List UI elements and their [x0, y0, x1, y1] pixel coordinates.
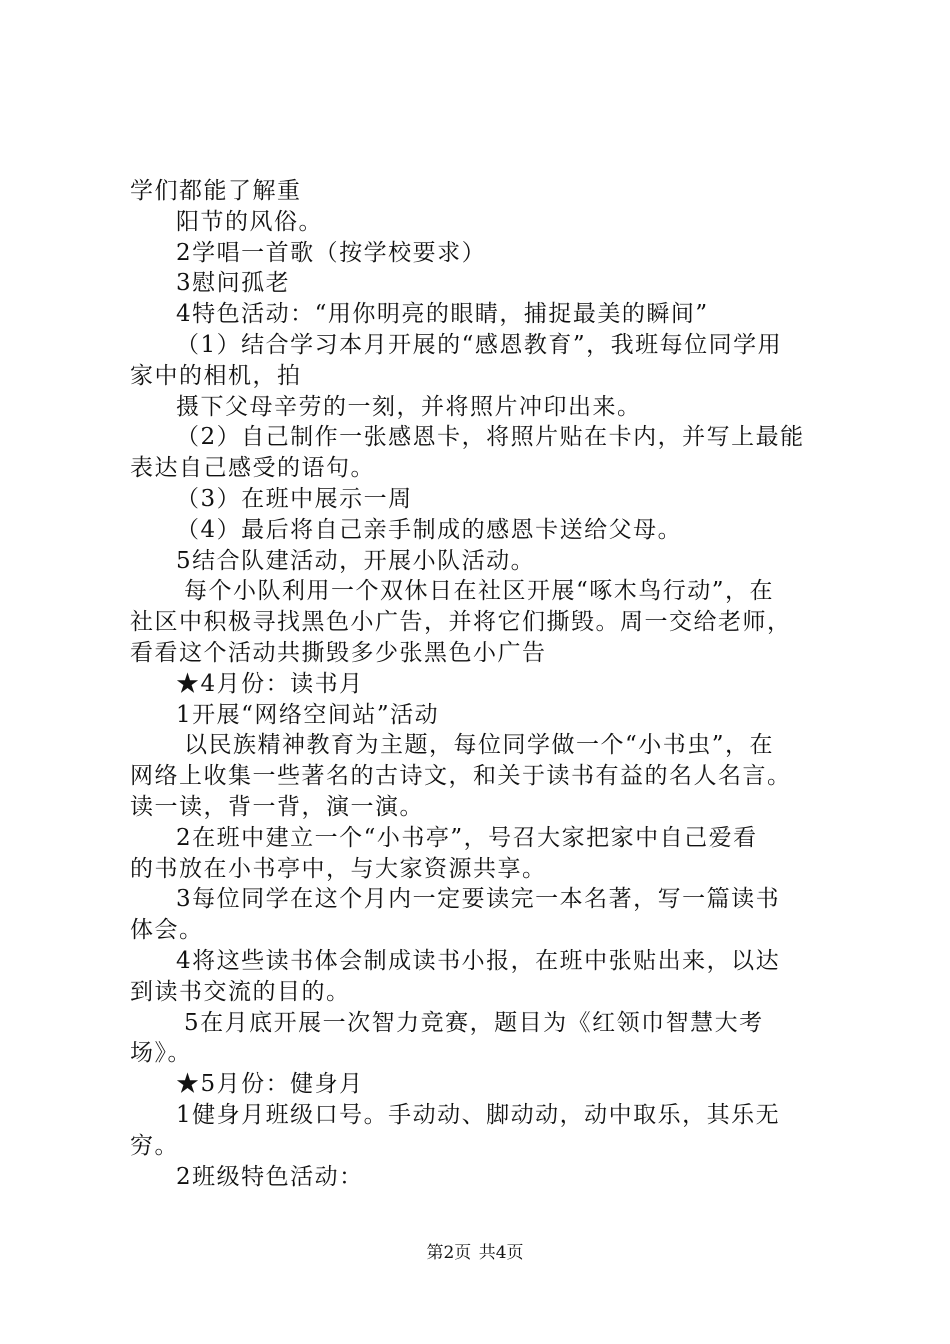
text-line: （4）最后将自己亲手制成的感恩卡送给父母。 — [176, 516, 683, 543]
document-body — [130, 176, 830, 1192]
text-line: 1健身月班级口号。手动动、脚动动，动中取乐，其乐无 — [176, 1101, 781, 1128]
text-line: 每个小队利用一个双休日在社区开展“啄木鸟行动”，在 — [184, 578, 775, 605]
page-total: 共4页 — [478, 1243, 524, 1263]
text-line: 的书放在小书亭中，与大家资源共享。 — [130, 855, 547, 882]
text-line: 3每位同学在这个月内一定要读完一本名著，写一篇读书 — [176, 886, 781, 913]
text-line: 2班级特色活动： — [176, 1163, 364, 1190]
text-line: 4将这些读书体会制成读书小报，在班中张贴出来，以达 — [176, 947, 781, 974]
text-line: （3）在班中展示一周 — [176, 485, 413, 512]
text-line: 表达自己感受的语句。 — [130, 455, 375, 482]
text-line: 4特色活动：“用你明亮的眼睛，捕捉最美的瞬间” — [176, 301, 709, 328]
text-line: 读一读，背一背，演一演。 — [130, 793, 424, 820]
text-line: （2）自己制作一张感恩卡，将照片贴在卡内，并写上最能 — [176, 424, 805, 451]
text-line: （1）结合学习本月开展的“感恩教育”，我班每位同学用 — [176, 331, 783, 358]
section-heading: ★5月份：健身月 — [176, 1071, 364, 1098]
text-line: 1开展“网络空间站”活动 — [176, 701, 440, 728]
page-number: 第2页 — [426, 1243, 472, 1263]
text-line: 穷。 — [130, 1132, 179, 1159]
page-footer — [0, 1241, 950, 1265]
text-line: 2在班中建立一个“小书亭”，号召大家把家中自己爱看 — [176, 824, 758, 851]
text-line: 学们都能了解重 — [130, 178, 302, 204]
text-line: 家中的相机，拍 — [130, 362, 302, 389]
text-line: 社区中积极寻找黑色小广告，并将它们撕毁。周一交给老师， — [130, 609, 792, 636]
text-line: 看看这个活动共撕毁多少张黑色小广告 — [130, 639, 547, 666]
text-line: 3慰问孤老 — [176, 270, 291, 297]
text-line: 场》。 — [130, 1040, 192, 1067]
text-line: 网络上收集一些著名的古诗文，和关于读书有益的名人名言。 — [130, 763, 792, 790]
text-line: 2学唱一首歌（按学校要求） — [176, 239, 487, 266]
text-line: 以民族精神教育为主题，每位同学做一个“小书虫”，在 — [184, 732, 775, 759]
text-line: 5在月底开展一次智力竞赛，题目为《红领巾智慧大考 — [184, 1009, 764, 1036]
text-line: 5结合队建活动，开展小队活动。 — [176, 547, 536, 574]
text-line: 阳节的风俗。 — [176, 208, 323, 235]
text-line: 体会。 — [130, 917, 204, 944]
text-line: 摄下父母辛劳的一刻，并将照片冲印出来。 — [176, 393, 642, 420]
section-heading: ★4月份：读书月 — [176, 670, 364, 697]
text-line: 到读书交流的目的。 — [130, 978, 351, 1005]
